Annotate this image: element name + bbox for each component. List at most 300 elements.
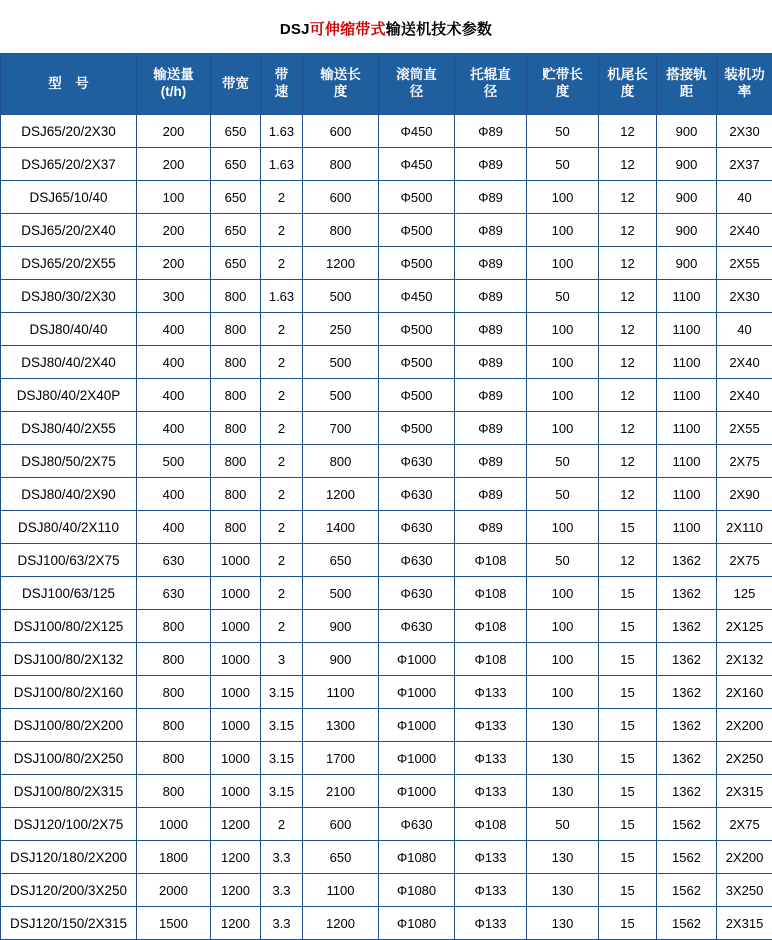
table-cell: 12 — [599, 544, 657, 577]
table-cell: Φ630 — [379, 544, 455, 577]
table-cell: 12 — [599, 445, 657, 478]
table-cell: 15 — [599, 907, 657, 940]
cell-model: DSJ65/20/2X30 — [1, 115, 137, 148]
cell-model: DSJ120/200/3X250 — [1, 874, 137, 907]
cell-model: DSJ100/80/2X125 — [1, 610, 137, 643]
table-cell: 100 — [527, 379, 599, 412]
column-header-power-line2: 率 — [718, 84, 771, 101]
table-row — [1, 577, 772, 610]
table-cell: Φ108 — [455, 643, 527, 676]
table-cell: 100 — [527, 412, 599, 445]
table-cell: 100 — [527, 247, 599, 280]
table-cell: Φ630 — [379, 577, 455, 610]
table-row — [1, 214, 772, 247]
table-cell: 2X315 — [717, 775, 772, 808]
page-title-suffix: 输送机技术参数 — [386, 21, 492, 38]
table-cell: 2000 — [137, 874, 211, 907]
column-header-capacity — [137, 54, 211, 115]
table-cell: 2X37 — [717, 148, 772, 181]
cell-model: DSJ100/80/2X160 — [1, 676, 137, 709]
table-cell: 1700 — [303, 742, 379, 775]
table-cell: 800 — [211, 412, 261, 445]
table-cell: 15 — [599, 577, 657, 610]
table-cell: 100 — [527, 313, 599, 346]
table-cell: 1100 — [303, 676, 379, 709]
table-cell: 15 — [599, 709, 657, 742]
table-cell: 3X250 — [717, 874, 772, 907]
cell-model: DSJ100/80/2X250 — [1, 742, 137, 775]
table-cell: Φ133 — [455, 709, 527, 742]
table-cell: 400 — [137, 478, 211, 511]
table-cell: 2X75 — [717, 445, 772, 478]
cell-model: DSJ80/30/2X30 — [1, 280, 137, 313]
table-row — [1, 247, 772, 280]
column-header-capacity-line1: 输送量 — [138, 67, 209, 84]
table-cell: Φ1000 — [379, 643, 455, 676]
table-cell: 1000 — [211, 742, 261, 775]
table-header-row — [1, 54, 772, 115]
table-cell: 250 — [303, 313, 379, 346]
table-cell: 15 — [599, 874, 657, 907]
table-cell: 3 — [261, 643, 303, 676]
table-cell: 130 — [527, 907, 599, 940]
table-cell: Φ630 — [379, 610, 455, 643]
table-cell: 2X75 — [717, 544, 772, 577]
table-cell: 2 — [261, 808, 303, 841]
table-cell: 900 — [303, 610, 379, 643]
table-cell: 200 — [137, 247, 211, 280]
cell-model: DSJ100/80/2X132 — [1, 643, 137, 676]
table-cell: 200 — [137, 214, 211, 247]
cell-model: DSJ100/63/2X75 — [1, 544, 137, 577]
table-cell: 800 — [137, 775, 211, 808]
table-row — [1, 775, 772, 808]
table-row — [1, 478, 772, 511]
table-cell: 1000 — [211, 643, 261, 676]
table-cell: 600 — [303, 808, 379, 841]
table-cell: 2 — [261, 478, 303, 511]
table-cell: 1362 — [657, 742, 717, 775]
table-cell: 130 — [527, 709, 599, 742]
table-cell: Φ500 — [379, 247, 455, 280]
table-cell: 50 — [527, 148, 599, 181]
table-cell: 15 — [599, 808, 657, 841]
table-cell: 1.63 — [261, 280, 303, 313]
cell-model: DSJ65/20/2X40 — [1, 214, 137, 247]
table-cell: Φ133 — [455, 742, 527, 775]
table-cell: 1200 — [303, 478, 379, 511]
table-cell: 2X40 — [717, 379, 772, 412]
table-cell: Φ1000 — [379, 709, 455, 742]
table-cell: 1100 — [657, 313, 717, 346]
table-cell: 2X90 — [717, 478, 772, 511]
table-cell: 800 — [211, 379, 261, 412]
table-cell: 1200 — [211, 841, 261, 874]
table-cell: 500 — [303, 379, 379, 412]
cell-model: DSJ65/10/40 — [1, 181, 137, 214]
table-row — [1, 280, 772, 313]
table-cell: 900 — [303, 643, 379, 676]
table-cell: 12 — [599, 346, 657, 379]
table-cell: 1200 — [303, 907, 379, 940]
column-header-capacity-line2: (t/h) — [138, 84, 209, 101]
table-cell: Φ450 — [379, 280, 455, 313]
table-cell: 800 — [211, 346, 261, 379]
table-cell: 2 — [261, 610, 303, 643]
table-cell: 1362 — [657, 709, 717, 742]
table-cell: 800 — [137, 709, 211, 742]
table-row — [1, 115, 772, 148]
table-cell: 100 — [527, 643, 599, 676]
cell-model: DSJ80/40/40 — [1, 313, 137, 346]
table-cell: 400 — [137, 412, 211, 445]
table-cell: Φ500 — [379, 346, 455, 379]
table-cell: 800 — [137, 643, 211, 676]
spec-table — [0, 53, 772, 940]
table-cell: 1100 — [657, 280, 717, 313]
table-cell: 1200 — [211, 874, 261, 907]
table-cell: 2X110 — [717, 511, 772, 544]
table-cell: 400 — [137, 511, 211, 544]
column-header-drum-diameter — [379, 54, 455, 115]
cell-model: DSJ80/40/2X90 — [1, 478, 137, 511]
table-cell: 3.15 — [261, 709, 303, 742]
table-cell: 1562 — [657, 808, 717, 841]
table-row — [1, 346, 772, 379]
column-header-lap-gauge-line1: 搭接轨 — [658, 67, 715, 84]
table-cell: 2X30 — [717, 280, 772, 313]
table-cell: 2X55 — [717, 412, 772, 445]
table-cell: Φ630 — [379, 478, 455, 511]
table-cell: 12 — [599, 115, 657, 148]
table-cell: 900 — [657, 115, 717, 148]
table-cell: 2X315 — [717, 907, 772, 940]
table-cell: 200 — [137, 115, 211, 148]
table-cell: 1300 — [303, 709, 379, 742]
table-cell: 2 — [261, 445, 303, 478]
table-cell: 15 — [599, 610, 657, 643]
table-cell: Φ630 — [379, 445, 455, 478]
table-cell: 100 — [527, 181, 599, 214]
table-cell: 100 — [137, 181, 211, 214]
table-row — [1, 445, 772, 478]
table-cell: 12 — [599, 214, 657, 247]
table-cell: 3.15 — [261, 742, 303, 775]
table-cell: 800 — [211, 445, 261, 478]
table-cell: 500 — [303, 577, 379, 610]
table-cell: 130 — [527, 775, 599, 808]
table-cell: 12 — [599, 379, 657, 412]
table-cell: 2 — [261, 577, 303, 610]
table-cell: 1000 — [211, 709, 261, 742]
table-cell: 3.3 — [261, 874, 303, 907]
table-cell: 650 — [211, 214, 261, 247]
column-header-storage-length-line2: 度 — [528, 84, 597, 101]
table-cell: Φ1080 — [379, 841, 455, 874]
table-cell: 1100 — [657, 511, 717, 544]
table-cell: 600 — [303, 181, 379, 214]
table-cell: Φ500 — [379, 313, 455, 346]
table-cell: 650 — [303, 841, 379, 874]
table-cell: 15 — [599, 676, 657, 709]
table-cell: 12 — [599, 247, 657, 280]
table-cell: 3.15 — [261, 676, 303, 709]
table-cell: 500 — [303, 280, 379, 313]
table-cell: 3.3 — [261, 841, 303, 874]
table-cell: 1562 — [657, 907, 717, 940]
table-cell: 50 — [527, 808, 599, 841]
table-cell: 1362 — [657, 676, 717, 709]
column-header-belt-width-line1: 带宽 — [212, 76, 259, 93]
table-cell: 2 — [261, 247, 303, 280]
column-header-belt-speed — [261, 54, 303, 115]
table-cell: 650 — [211, 115, 261, 148]
column-header-roller-diameter-line1: 托辊直 — [456, 67, 525, 84]
column-header-drum-diameter-line1: 滚筒直 — [380, 67, 453, 84]
table-cell: 700 — [303, 412, 379, 445]
column-header-roller-diameter — [455, 54, 527, 115]
table-cell: 100 — [527, 511, 599, 544]
table-cell: 1100 — [657, 346, 717, 379]
column-header-tail-length-line1: 机尾长 — [600, 67, 655, 84]
table-cell: Φ133 — [455, 676, 527, 709]
table-cell: 2 — [261, 379, 303, 412]
table-cell: 630 — [137, 577, 211, 610]
table-cell: 2X200 — [717, 841, 772, 874]
table-cell: 1362 — [657, 577, 717, 610]
table-cell: Φ500 — [379, 181, 455, 214]
table-row — [1, 742, 772, 775]
cell-model: DSJ80/40/2X55 — [1, 412, 137, 445]
table-cell: 2X40 — [717, 214, 772, 247]
table-cell: 1362 — [657, 544, 717, 577]
table-cell: 2 — [261, 313, 303, 346]
table-cell: 2X250 — [717, 742, 772, 775]
table-row — [1, 544, 772, 577]
table-cell: Φ1080 — [379, 907, 455, 940]
table-cell: 600 — [303, 115, 379, 148]
column-header-storage-length — [527, 54, 599, 115]
table-cell: 15 — [599, 742, 657, 775]
table-cell: 40 — [717, 181, 772, 214]
table-cell: 15 — [599, 643, 657, 676]
table-cell: 1000 — [211, 676, 261, 709]
column-header-tail-length — [599, 54, 657, 115]
column-header-model-line1: 型 号 — [2, 76, 135, 93]
table-cell: 900 — [657, 247, 717, 280]
table-cell: 100 — [527, 346, 599, 379]
table-cell: 800 — [137, 676, 211, 709]
table-cell: 2X30 — [717, 115, 772, 148]
table-cell: Φ89 — [455, 313, 527, 346]
table-cell: 1100 — [657, 412, 717, 445]
cell-model: DSJ120/100/2X75 — [1, 808, 137, 841]
table-cell: 2X75 — [717, 808, 772, 841]
column-header-drum-diameter-line2: 径 — [380, 84, 453, 101]
table-cell: 800 — [137, 742, 211, 775]
column-header-conveying-length-line2: 度 — [304, 84, 377, 101]
table-row — [1, 313, 772, 346]
table-body — [1, 115, 772, 940]
cell-model: DSJ65/20/2X37 — [1, 148, 137, 181]
table-row — [1, 874, 772, 907]
table-cell: 100 — [527, 577, 599, 610]
table-cell: 1000 — [211, 544, 261, 577]
table-header — [1, 54, 772, 115]
table-cell: 2 — [261, 346, 303, 379]
table-cell: 1100 — [657, 445, 717, 478]
table-cell: 3.15 — [261, 775, 303, 808]
table-cell: 400 — [137, 313, 211, 346]
table-cell: 1362 — [657, 775, 717, 808]
table-cell: Φ1080 — [379, 874, 455, 907]
table-row — [1, 412, 772, 445]
table-cell: Φ89 — [455, 280, 527, 313]
table-row — [1, 643, 772, 676]
table-cell: 130 — [527, 841, 599, 874]
table-cell: 900 — [657, 148, 717, 181]
page-title-accent: 可伸缩带式 — [310, 21, 386, 38]
column-header-conveying-length-line1: 输送长 — [304, 67, 377, 84]
table-cell: Φ89 — [455, 346, 527, 379]
table-cell: 1362 — [657, 643, 717, 676]
table-cell: 300 — [137, 280, 211, 313]
table-cell: 1562 — [657, 874, 717, 907]
table-cell: 1.63 — [261, 148, 303, 181]
table-cell: 1562 — [657, 841, 717, 874]
cell-model: DSJ120/180/2X200 — [1, 841, 137, 874]
table-cell: Φ500 — [379, 379, 455, 412]
table-cell: Φ89 — [455, 511, 527, 544]
table-cell: 1000 — [211, 577, 261, 610]
table-cell: 15 — [599, 775, 657, 808]
table-cell: Φ630 — [379, 808, 455, 841]
table-cell: 12 — [599, 412, 657, 445]
table-cell: 130 — [527, 742, 599, 775]
page-title — [0, 0, 772, 53]
table-cell: 650 — [211, 148, 261, 181]
table-cell: Φ450 — [379, 115, 455, 148]
table-row — [1, 709, 772, 742]
table-cell: Φ108 — [455, 808, 527, 841]
table-cell: 100 — [527, 676, 599, 709]
table-cell: Φ89 — [455, 148, 527, 181]
table-cell: Φ89 — [455, 115, 527, 148]
table-cell: 12 — [599, 313, 657, 346]
table-cell: 2 — [261, 214, 303, 247]
table-cell: 630 — [137, 544, 211, 577]
table-cell: 1500 — [137, 907, 211, 940]
table-cell: 12 — [599, 478, 657, 511]
column-header-lap-gauge-line2: 距 — [658, 84, 715, 101]
table-cell: Φ108 — [455, 610, 527, 643]
table-cell: 3.3 — [261, 907, 303, 940]
table-row — [1, 148, 772, 181]
table-cell: Φ630 — [379, 511, 455, 544]
table-cell: Φ1000 — [379, 676, 455, 709]
table-cell: 1200 — [211, 907, 261, 940]
table-cell: 1100 — [657, 478, 717, 511]
table-row — [1, 181, 772, 214]
table-cell: Φ108 — [455, 577, 527, 610]
table-cell: Φ133 — [455, 841, 527, 874]
table-cell: 15 — [599, 511, 657, 544]
cell-model: DSJ120/150/2X315 — [1, 907, 137, 940]
table-cell: Φ500 — [379, 214, 455, 247]
column-header-roller-diameter-line2: 径 — [456, 84, 525, 101]
table-cell: 800 — [211, 478, 261, 511]
column-header-power-line1: 装机功 — [718, 67, 771, 84]
table-cell: Φ133 — [455, 874, 527, 907]
table-cell: 900 — [657, 181, 717, 214]
table-cell: 2 — [261, 412, 303, 445]
table-cell: 2X132 — [717, 643, 772, 676]
cell-model: DSJ80/50/2X75 — [1, 445, 137, 478]
table-cell: 40 — [717, 313, 772, 346]
table-cell: 50 — [527, 478, 599, 511]
column-header-power — [717, 54, 772, 115]
table-row — [1, 676, 772, 709]
table-cell: 400 — [137, 379, 211, 412]
table-cell: 2 — [261, 544, 303, 577]
table-cell: 800 — [303, 148, 379, 181]
column-header-model — [1, 54, 137, 115]
table-cell: Φ89 — [455, 379, 527, 412]
table-cell: 2X55 — [717, 247, 772, 280]
table-cell: 1000 — [211, 775, 261, 808]
table-cell: Φ1000 — [379, 775, 455, 808]
page-title-prefix: DSJ — [280, 21, 310, 38]
table-cell: 650 — [303, 544, 379, 577]
table-cell: 1400 — [303, 511, 379, 544]
table-row — [1, 610, 772, 643]
column-header-belt-speed-line2: 速 — [262, 84, 301, 101]
table-cell: Φ89 — [455, 214, 527, 247]
table-cell: 2 — [261, 181, 303, 214]
table-cell: 800 — [211, 280, 261, 313]
table-cell: 12 — [599, 181, 657, 214]
table-cell: 500 — [303, 346, 379, 379]
table-cell: 650 — [211, 247, 261, 280]
table-cell: 1000 — [137, 808, 211, 841]
table-cell: 2X125 — [717, 610, 772, 643]
table-cell: 800 — [211, 313, 261, 346]
table-cell: Φ89 — [455, 247, 527, 280]
table-cell: 800 — [137, 610, 211, 643]
table-cell: Φ108 — [455, 544, 527, 577]
table-cell: 50 — [527, 544, 599, 577]
table-cell: Φ500 — [379, 412, 455, 445]
column-header-conveying-length — [303, 54, 379, 115]
table-cell: Φ450 — [379, 148, 455, 181]
cell-model: DSJ100/80/2X315 — [1, 775, 137, 808]
cell-model: DSJ80/40/2X40 — [1, 346, 137, 379]
table-cell: 2X200 — [717, 709, 772, 742]
column-header-belt-width — [211, 54, 261, 115]
table-cell: 200 — [137, 148, 211, 181]
table-cell: Φ133 — [455, 907, 527, 940]
table-cell: 1100 — [303, 874, 379, 907]
table-cell: Φ89 — [455, 412, 527, 445]
table-cell: 12 — [599, 148, 657, 181]
cell-model: DSJ100/63/125 — [1, 577, 137, 610]
table-cell: Φ133 — [455, 775, 527, 808]
table-cell: 50 — [527, 115, 599, 148]
table-cell: Φ1000 — [379, 742, 455, 775]
table-cell: 650 — [211, 181, 261, 214]
cell-model: DSJ80/40/2X40P — [1, 379, 137, 412]
table-row — [1, 841, 772, 874]
